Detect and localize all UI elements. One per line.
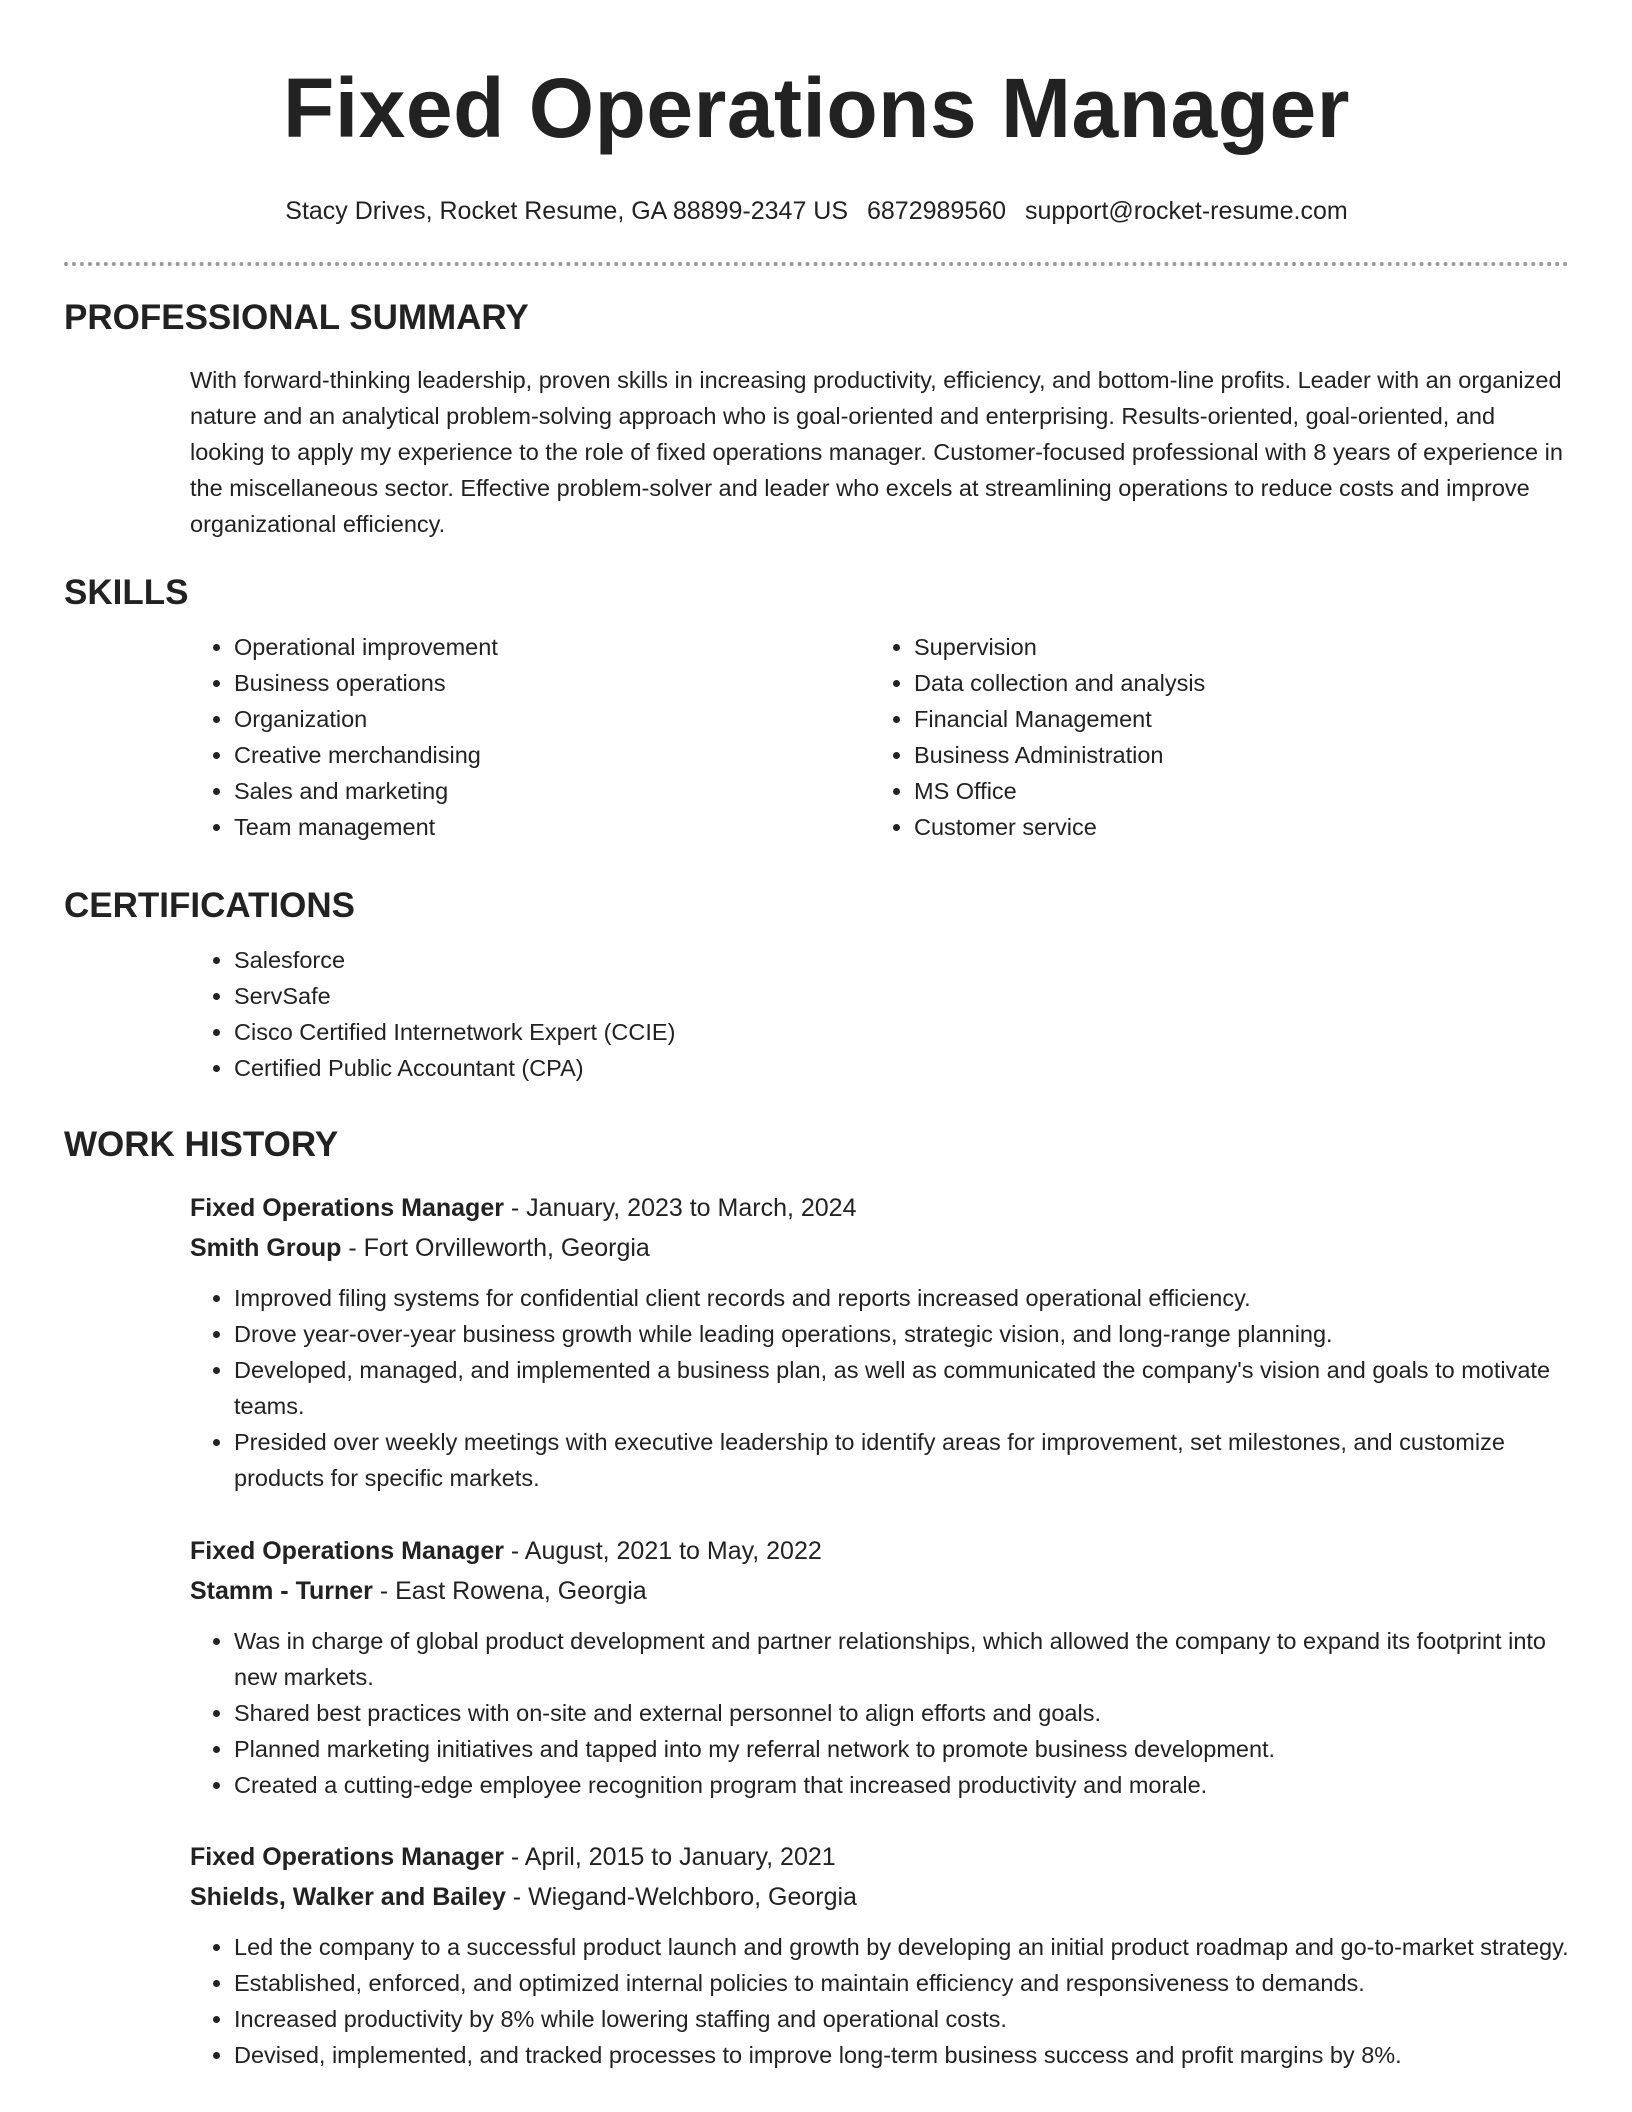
job-title: Fixed Operations Manager [190,1537,504,1565]
job-location: - Wiegand-Welchboro, Georgia [505,1883,857,1911]
certification-item: • Certified Public Accountant (CPA) [234,1050,1569,1086]
contact-address: Stacy Drives, Rocket Resume, GA 88899-2347 US [285,197,849,225]
work-history-heading: WORK HISTORY [64,1125,339,1164]
job-bullet: • Created a cutting-edge employee recognition program that increased productivity and morale. [234,1767,1580,1803]
skills-heading: SKILLS [64,573,189,612]
job-bullet: • Planned marketing initiatives and tapped into my referral network to promote business development. [234,1731,1580,1767]
job-company: Shields, Walker and Bailey [190,1883,506,1911]
contact-email: support@rocket-resume.com [1025,197,1348,225]
skill-item: • Team management [234,809,870,845]
job-bullet: • Led the company to a successful product launch and growth by developing an initial product roadmap and go-to-market strategy. [234,1929,1580,1965]
skill-item: • Sales and marketing [234,773,870,809]
skills-column-right [870,629,1550,845]
certification-item: • ServSafe [234,978,1569,1014]
job-title: Fixed Operations Manager [190,1194,504,1222]
job-company: Smith Group [190,1234,342,1262]
certification-item: • Cisco Certified Internetwork Expert (CCIE) [234,1014,1569,1050]
skills-column-left [190,629,870,845]
job-bullet: • Drove year-over-year business growth while leading operations, strategic vision, and long-range planning. [234,1316,1580,1352]
skills-section [64,571,1569,845]
skill-item: • Creative merchandising [234,737,870,773]
job-bullet: • Developed, managed, and implemented a business plan, as well as communicated the company's vision and goals to motivate teams. [234,1352,1580,1424]
job-bullet: • Shared best practices with on-site and external personnel to align efforts and goals. [234,1695,1580,1731]
job-location: - East Rowena, Georgia [372,1577,647,1605]
job-company-line [190,1571,1569,1611]
skill-item: • Supervision [914,629,1550,665]
skills-columns [190,629,1569,845]
job-bullet: • Presided over weekly meetings with executive leadership to identify areas for improvement, set milestones, and customize products for specific markets. [234,1424,1580,1496]
summary-heading: PROFESSIONAL SUMMARY [64,298,529,337]
job-dates: - January, 2023 to March, 2024 [503,1194,857,1222]
job-title-line [190,1837,1569,1877]
certifications-section [64,884,1569,1086]
job-dates: - August, 2021 to May, 2022 [503,1537,822,1565]
job-bullet: • Was in charge of global product development and partner relationships, which allowed the company to expand its footprint into new markets. [234,1623,1580,1695]
job-bullets [190,1623,1580,1803]
job-title-line [190,1188,1569,1228]
work-history-section [64,1123,1569,1167]
skill-item: • Financial Management [914,701,1550,737]
job-company-line [190,1877,1569,1917]
skill-item: • Business Administration [914,737,1550,773]
skill-item: • MS Office [914,773,1550,809]
job-bullets [190,1929,1580,2073]
resume-page [64,0,1569,2068]
job-dates: - April, 2015 to January, 2021 [503,1843,836,1871]
job-bullet: • Established, enforced, and optimized internal policies to maintain efficiency and responsiveness to demands. [234,1965,1580,2001]
job-company-line [190,1228,1569,1268]
skill-item: • Customer service [914,809,1550,845]
job-bullets [190,1280,1580,1496]
job-company: Stamm - Turner [190,1577,373,1605]
professional-summary-section [64,296,1569,542]
contact-line [64,194,1569,228]
contact-phone: 6872989560 [867,197,1007,225]
job-bullet: • Increased productivity by 8% while lowering staffing and operational costs. [234,2001,1580,2037]
job-title-line [190,1531,1569,1571]
job-entry [64,1188,1569,1496]
certifications-list [190,942,1569,1086]
header-divider [64,262,1569,266]
resume-name: Fixed Operations Manager [283,61,1350,155]
job-entry [64,1837,1569,2073]
summary-text: With forward-thinking leadership, proven skills in increasing productivity, efficiency, and bottom-line profits. Leader with an organized nature and an analytical problem-solving approach who is goal-oriented and enterprising. Results-oriented, goal-oriented, and looking to apply my experience to the role of fixed operations manager. Customer-focused professional with 8 years of experience in the miscellaneous sector. Effective problem-solver and leader who excels at streamlining operations to reduce costs and improve organizational efficiency. [190,367,1563,537]
skill-item: • Operational improvement [234,629,870,665]
job-entry [64,1531,1569,1803]
certifications-heading: CERTIFICATIONS [64,886,356,925]
job-location: - Fort Orvilleworth, Georgia [341,1234,650,1262]
skill-item: • Organization [234,701,870,737]
skill-item: • Business operations [234,665,870,701]
job-bullet: • Improved filing systems for confidential client records and reports increased operational efficiency. [234,1280,1580,1316]
certification-item: • Salesforce [234,942,1569,978]
skill-item: • Data collection and analysis [914,665,1550,701]
job-title: Fixed Operations Manager [190,1843,504,1871]
job-bullet: • Devised, implemented, and tracked processes to improve long-term business success and profit margins by 8%. [234,2037,1580,2073]
